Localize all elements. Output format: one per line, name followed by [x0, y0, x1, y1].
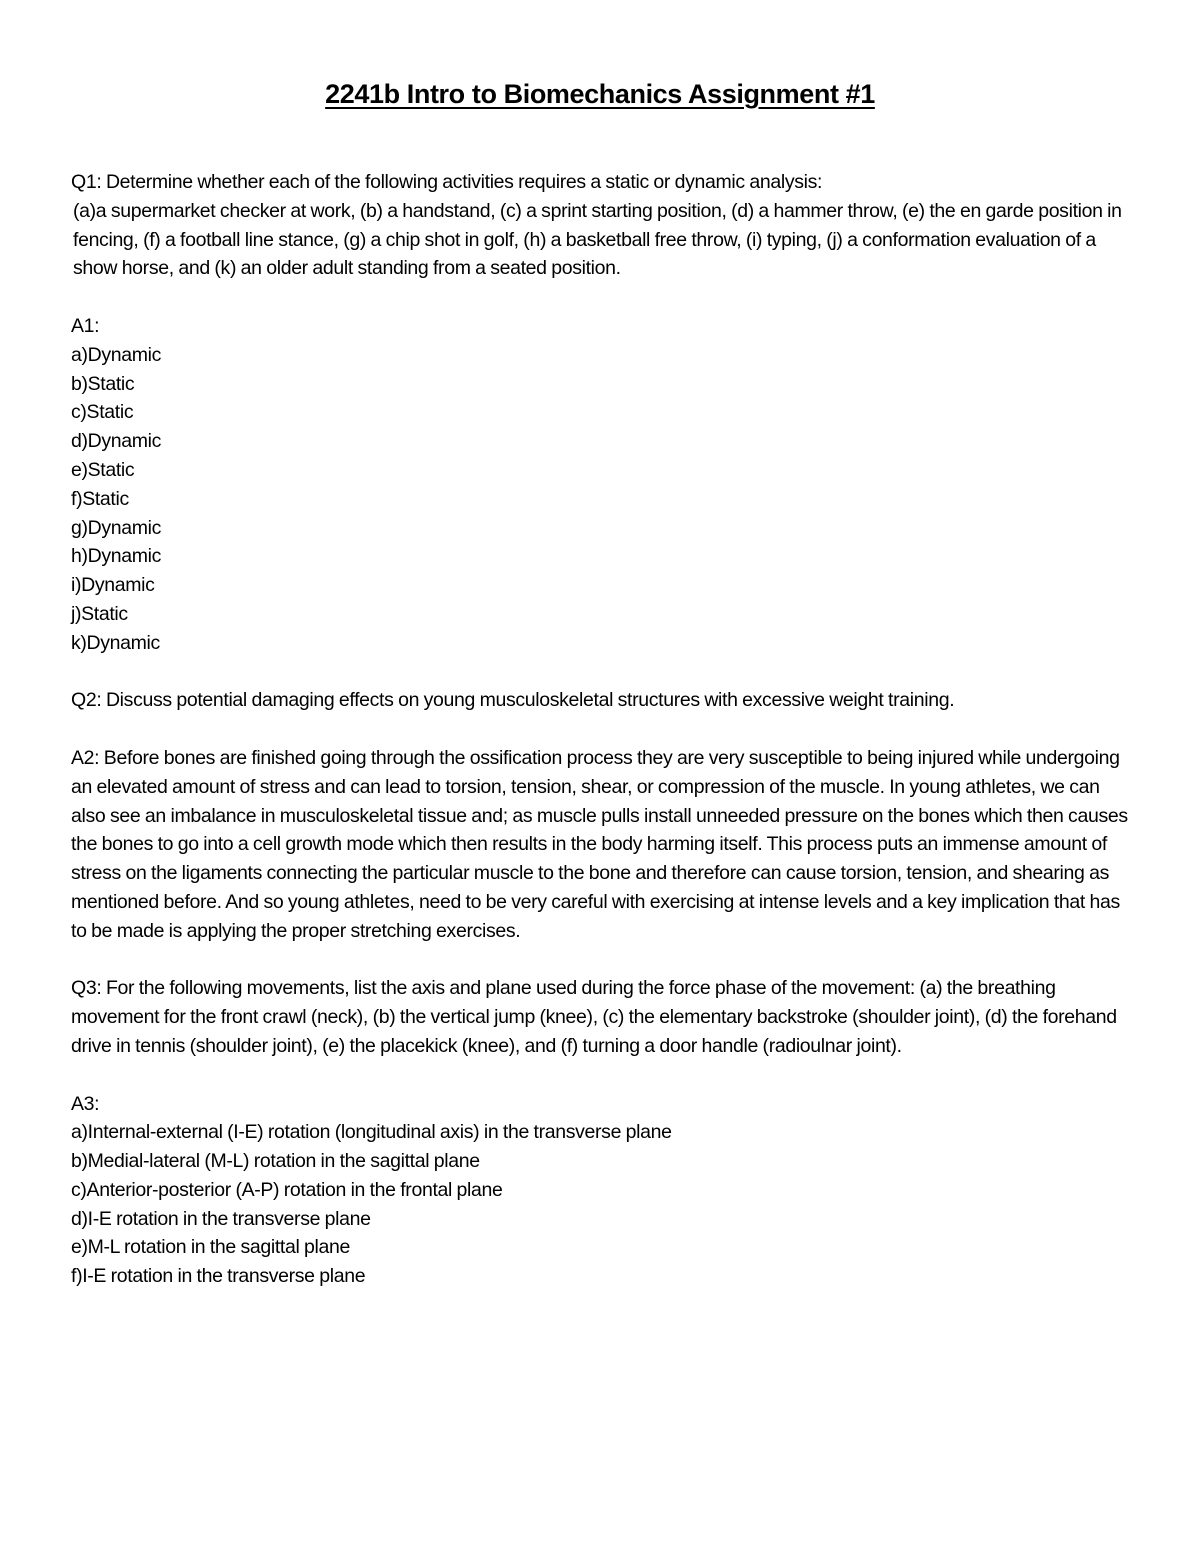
spacer	[71, 946, 1133, 975]
page-title: 2241b Intro to Biomechanics Assignment #1	[325, 79, 875, 109]
a1-answer: c)Static	[71, 401, 134, 424]
q3-question: Q3: For the following movements, list the axis and plane used during the force phase of the movement: (a) the breathing movement for the front crawl (neck), (b) the vertical jump (knee), (c) the elementary backstroke (shoulder joint), (d) the forehand drive in tennis (shoulder joint), (e) the placekick (knee), and (f) turning a door handle (radioulnar joint).	[71, 977, 1117, 1057]
spacer	[71, 658, 1133, 687]
a3-answer-list	[71, 1118, 1133, 1291]
spacer	[71, 715, 1133, 744]
a1-answer: g)Dynamic	[71, 516, 162, 539]
a1-answer: h)Dynamic	[71, 545, 162, 568]
a1-answer: b)Static	[71, 372, 135, 395]
document-body	[71, 168, 1133, 1291]
a3-label: A3:	[71, 1092, 100, 1115]
a3-answer: f)I-E rotation in the transverse plane	[71, 1265, 366, 1288]
a3-answer: b)Medial-lateral (M-L) rotation in the sagittal plane	[71, 1150, 480, 1173]
a1-answer: f)Static	[71, 487, 129, 510]
a1-answer: d)Dynamic	[71, 430, 162, 453]
spacer	[71, 283, 1133, 312]
q1-items: (a)a supermarket checker at work, (b) a handstand, (c) a sprint starting position, (d) a hammer throw, (e) the en garde position in fencing, (f) a football line stance, (g) a chip shot in golf, (h) a basketball free throw, (i) typing, (j) a conformation evaluation of a show horse, and (k) an older adult standing from a seated position.	[73, 199, 1122, 280]
a3-answer: a)Internal-external (I-E) rotation (longitudinal axis) in the transverse plane	[71, 1121, 672, 1144]
a1-label: A1:	[71, 314, 100, 337]
a1-answer: a)Dynamic	[71, 343, 162, 366]
a3-answer: c)Anterior-posterior (A-P) rotation in the frontal plane	[71, 1178, 503, 1201]
q1-question: Q1: Determine whether each of the following activities requires a static or dynamic analysis:	[71, 171, 823, 193]
spacer	[71, 1061, 1133, 1090]
a1-answer: k)Dynamic	[71, 631, 160, 654]
a1-answer: i)Dynamic	[71, 574, 155, 597]
a1-answer-list	[71, 341, 1133, 658]
a1-answer: j)Static	[71, 602, 128, 625]
a2-answer: A2: Before bones are finished going through the ossification process they are very susceptible to being injured while undergoing an elevated amount of stress and can lead to torsion, tension, shear, or compression of the muscle. In young athletes, we can also see an imbalance in musculoskeletal tissue and; as muscle pulls install unneeded pressure on the bones which then causes the bones to go into a cell growth mode which then results in the body harming itself. This process puts an immense amount of stress on the ligaments connecting the particular muscle to the bone and therefore can cause torsion, tension, and shearing as mentioned before. And so young athletes, need to be very careful with exercising at intense levels and a key implication that has to be made is applying the proper stretching exercises.	[71, 746, 1128, 942]
a3-answer: e)M-L rotation in the sagittal plane	[71, 1236, 351, 1259]
a3-answer: d)I-E rotation in the transverse plane	[71, 1207, 371, 1230]
a1-answer: e)Static	[71, 458, 135, 481]
q2-question: Q2: Discuss potential damaging effects on young musculoskeletal structures with excessive weight training.	[71, 689, 955, 712]
